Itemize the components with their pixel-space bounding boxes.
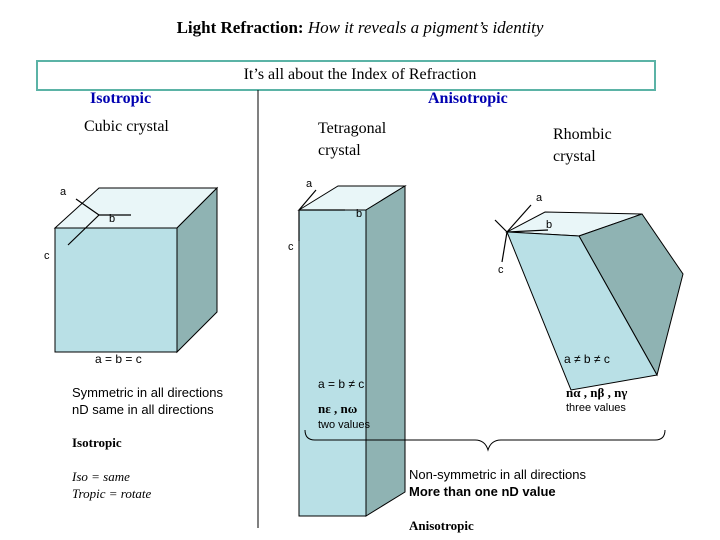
tetragonal-relation: a = b ≠ c: [318, 377, 365, 391]
cubic-axis-a-label: a: [60, 186, 67, 198]
title-bold: Light Refraction:: [176, 18, 304, 37]
isotropic-line1: Symmetric in all directions: [72, 385, 223, 400]
isotropic-label: Isotropic: [72, 435, 122, 450]
anisotropic-label: Anisotropic: [409, 518, 474, 533]
isotropic-def1: Iso = same: [72, 469, 130, 484]
isotropic-line2: nD same in all directions: [72, 402, 214, 417]
rhombic-axis-b-label: b: [546, 219, 553, 231]
rhombic-axis-a-label: a: [536, 192, 543, 204]
anisotropic-line2: More than one nD value: [409, 484, 556, 499]
tetragonal-side-face: [366, 186, 405, 516]
rhombic-axis-c-label: c: [498, 264, 504, 276]
isotropic-heading: Isotropic: [90, 90, 152, 107]
tetragonal-axis-a-label: a: [306, 178, 313, 190]
rhombic-relation: a ≠ b ≠ c: [564, 352, 610, 366]
anisotropic-line1: Non-symmetric in all directions: [409, 467, 586, 482]
anisotropic-heading: Anisotropic: [428, 90, 508, 107]
tetragonal-label-line2: crystal: [318, 142, 361, 159]
banner-text: It’s all about the Index of Refraction: [243, 66, 477, 83]
cubic-crystal-label: Cubic crystal: [84, 118, 169, 135]
rhombic-axis-a-stub: [495, 220, 507, 232]
cubic-axis-c-label: c: [44, 250, 50, 262]
rhombic-label-line1: Rhombic: [553, 126, 612, 143]
tetragonal-label-line1: Tetragonal: [318, 120, 387, 137]
cubic-relation: a = b = c: [95, 352, 142, 366]
rhombic-axis-c: [502, 232, 507, 262]
cubic-axis-b-label: b: [109, 213, 116, 225]
tetragonal-front-face: [299, 210, 366, 516]
tetragonal-crystal: [299, 186, 405, 516]
title-italic: How it reveals a pigment’s identity: [307, 18, 544, 37]
cubic-crystal: [55, 188, 217, 352]
rhombic-note: three values: [566, 402, 626, 414]
tetragonal-note: two values: [318, 419, 370, 431]
tetragonal-indices: nε , nω: [318, 401, 358, 416]
tetragonal-axis-b-label: b: [356, 208, 363, 220]
rhombic-label-line2: crystal: [553, 148, 596, 165]
tetragonal-axis-c-label: c: [288, 241, 294, 253]
cubic-front-face: [55, 228, 177, 352]
isotropic-def2: Tropic = rotate: [72, 486, 152, 501]
rhombic-indices: nα , nβ , nγ: [566, 385, 628, 400]
